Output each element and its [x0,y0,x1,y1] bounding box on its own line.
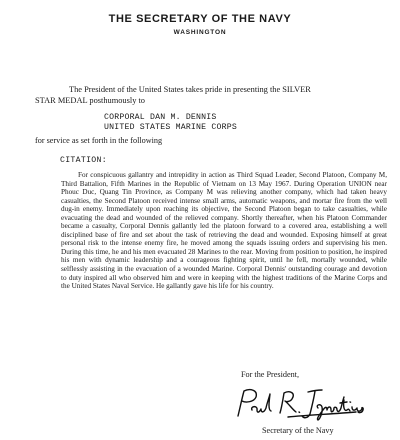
presentation-line-1: The President of the United States takes pride in presenting the SILVER [69,85,311,94]
recipient-name: CORPORAL DAN M. DENNIS [104,113,217,122]
recipient-service: UNITED STATES MARINE CORPS [104,123,237,132]
letterhead-title: THE SECRETARY OF THE NAVY [108,13,292,25]
letterhead-subtitle: WASHINGTON [173,29,227,36]
citation-body: For conspicuous gallantry and intrepidity in action as Third Squad Leader, Second Platoon, Company M, Third Battalion, Fifth Marines in the Republic of Vietnam on 13 May 1967. During Operation UNION near Phouc Duc, Quang Tin Province, as Company M was relieving another company, which had taken heavy casualties, the Second Platoon received intense small arms, automatic weapons, and mortar fire from the well dug-in enemy. Immediately upon reaching its objective, the Second Platoon began to take casualties, while evacuating the dead and wounded of the relieved company. Shortly thereafter, when his Platoon Commander became a casualty, Corporal Dennis gallantly led the platoon forward to a covered area, establishing a well disciplined base of fire and set about the task of retrieving the dead and wounded. Exposing himself at great personal risk to the intense enemy fire, he moved among the squads issuing orders and supervising his men. During this time, he and his men evacuated 28 Marines to the rear. Moving from position to position, he inspired his men with dynamic leadership and a courageous fighting spirit, until he fell, mortally wounded, while selflessly assisting in the evacuation of a wounded Marine. Corporal Dennis' outstanding courage and devotion to duty inspired all who observed him and were in keeping with the highest traditions of the Marine Corps and the United States Naval Service. He gallantly gave his life for his country. [61,171,387,291]
citation-heading: CITATION: [60,156,107,165]
signer-title: Secretary of the Navy [262,426,334,435]
presentation-text [35,84,395,106]
closing-line: For the President, [241,370,299,379]
set-forth-line: for service as set forth in the following [35,136,163,145]
signature-image [228,386,368,422]
recipient-block [104,113,237,133]
presentation-line-2: STAR MEDAL posthumously to [35,96,145,105]
